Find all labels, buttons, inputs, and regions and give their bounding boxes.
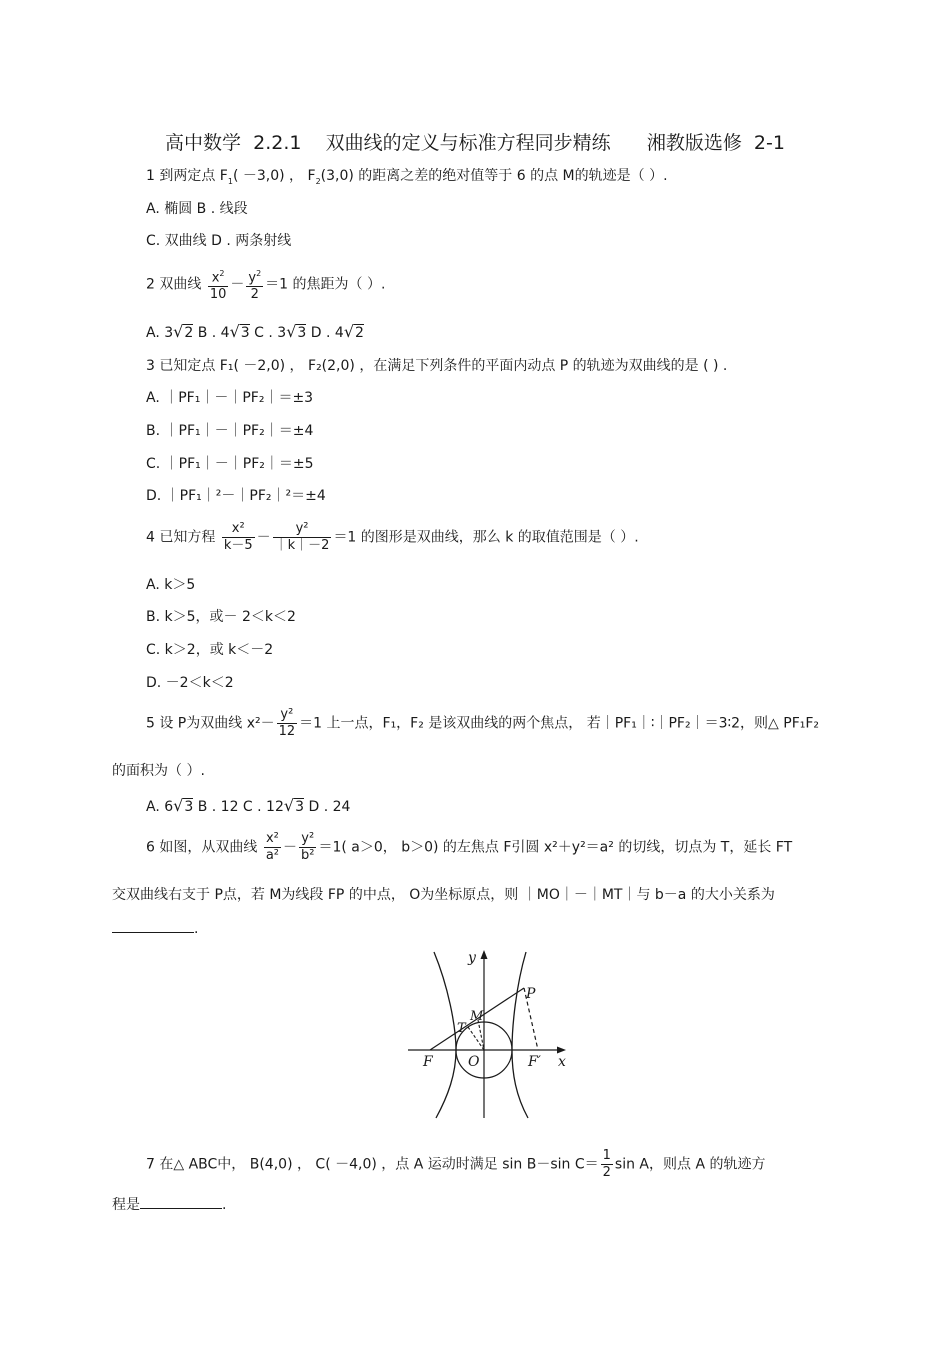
question-3-stem: 3 已知定点 F₁( －2,0) ， F₂(2,0) ，在满足下列条件的平面内动点 P 的轨迹为双曲线的是 ( ) .: [146, 358, 728, 374]
question-3-option-d: D. ｜PF₁｜²－｜PF₂｜²＝±4: [146, 488, 326, 504]
label-o: O: [468, 1054, 480, 1070]
label-t: T: [457, 1021, 466, 1036]
question-3-option-a: A. ｜PF₁｜－｜PF₂｜＝±3: [146, 390, 314, 406]
label-f: F: [423, 1054, 433, 1070]
question-5-stem: 5 设 P为双曲线 x²－ $\frac{\text{y²}}{12}$ ＝1 上一点，F₁，F₂ 是该双曲线的两个焦点， 若｜PF₁｜∶｜PF₂｜＝3∶2，则△ PF₁F₂: [146, 707, 820, 739]
question-4-stem: 4 已知方程 $\frac{\text{x²}}{k-5}$ － $\frac{\text{y²}}{|k|-2}$ ＝1 的图形是双曲线，那么 k 的取值范围是（ ）.: [146, 521, 639, 553]
fraction-1-over-2: $\frac{1}{2}$: [602, 1148, 611, 1180]
question-7-stem: 7 在△ ABC中， B(4,0) ， C( －4,0) ，点 A 运动时满足 sin B－sin C＝ $\frac{1}{2}$ sin A，则点 A 的轨迹方: [146, 1148, 766, 1180]
answer-blank: [112, 918, 194, 933]
question-2-options: A. 3√2 B . 4√3 C . 3√3 D . 4√2: [146, 322, 364, 341]
sqrt-icon: √: [173, 322, 184, 341]
label-p: P: [526, 986, 536, 1002]
label-y: y: [468, 950, 476, 966]
label-m: M: [470, 1009, 484, 1024]
sqrt-icon: √: [286, 322, 297, 341]
question-1-options-ab: A. 椭圆 B . 线段: [146, 201, 248, 217]
question-4-option-c: C. k＞2，或 k＜－2: [146, 642, 274, 658]
sqrt-icon: √: [283, 796, 295, 815]
fraction-y2-over-absk-2: $\frac{\text{y²}}{|k|-2}$: [274, 521, 330, 553]
question-4-option-d: D. －2＜k＜2: [146, 675, 234, 691]
fraction-y2-over-12: $\frac{\text{y²}}{12}$: [278, 707, 296, 739]
question-4-option-b: B. k＞5，或－ 2＜k＜2: [146, 609, 296, 625]
sqrt-icon: √: [173, 796, 184, 815]
question-3-option-c: C. ｜PF₁｜－｜PF₂｜＝±5: [146, 456, 314, 472]
hyperbola-figure: [400, 946, 580, 1124]
sqrt-icon: √: [343, 322, 355, 341]
label-f-prime: F′: [528, 1054, 541, 1070]
question-4-option-a: A. k＞5: [146, 577, 196, 593]
question-1-options-cd: C. 双曲线 D . 两条射线: [146, 233, 292, 249]
fraction-x2-over-a2: $\frac{\text{x²}}{\text{a²}}$: [265, 831, 279, 863]
question-1-stem: 1 到两定点 $F_1( -3,0)$ ， $F_2(3,0)$ 的距离之差的绝对值等于 6 的点 M的轨迹是（ ）.: [146, 168, 668, 186]
question-6-stem: 6 如图，从双曲线 $\frac{\text{x²}}{\text{a²}}$ － $\frac{\text{y²}}{\text{b²}}$ ＝1( a＞0， b＞0) 的左焦点 F引圆 x²＋y²＝a² 的切线，切点为 T，延长 FT: [146, 831, 793, 863]
fraction-x2-over-10: $\frac{x^2}{10}$: [208, 266, 229, 303]
question-5-line2: 的面积为（ ）.: [112, 763, 205, 779]
hyperbola-right-branch: [512, 952, 528, 1118]
fraction-x2-over-k-5: $\frac{\text{x²}}{k-5}$: [223, 521, 253, 553]
question-2-stem: 2 双曲线 $\frac{x^2}{10}$ － $\frac{y^2}{2}$ ＝1 的焦距为（ ）.: [146, 266, 385, 303]
page-title: 高中数学 2.2.1 双曲线的定义与标准方程同步精练 湘教版选修 2-1: [165, 132, 785, 154]
fraction-y2-over-2: $\frac{y^2}{2}$: [246, 266, 263, 303]
question-5-options: A. 6√3 B . 12 C . 12√3 D . 24: [146, 796, 351, 815]
question-6-line3: .: [112, 918, 198, 939]
answer-blank: [140, 1194, 222, 1209]
label-x: x: [558, 1054, 566, 1070]
dashed-ot: [468, 1027, 484, 1050]
fraction-y2-over-b2: $\frac{\text{y²}}{\text{b²}}$: [301, 831, 315, 863]
x-axis-arrow-icon: [557, 1047, 566, 1054]
sqrt-icon: √: [229, 322, 240, 341]
question-3-option-b: B. ｜PF₁｜－｜PF₂｜＝±4: [146, 423, 314, 439]
question-6-line2: 交双曲线右支于 P点，若 M为线段 FP 的中点， O为坐标原点，则 ｜MO｜－｜MT｜与 b－a 的大小关系为: [112, 887, 775, 903]
y-axis-arrow-icon: [481, 950, 488, 959]
question-7-line2: 程是 .: [112, 1194, 226, 1215]
